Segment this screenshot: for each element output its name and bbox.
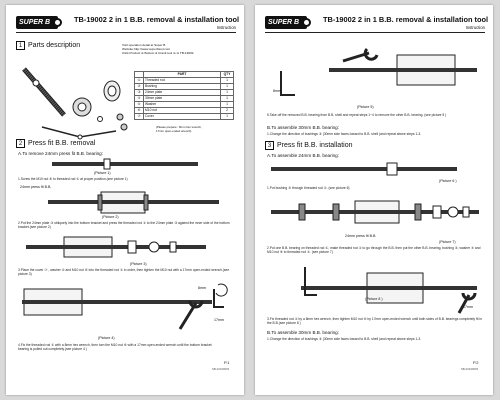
wrench-17mm-label: 17mm — [214, 318, 224, 322]
step-2-text: 2.Put the 24mm plate ③ obliquely into the bottom bracket and press the threaded rod ① to the 24mm plate ③ against the inner side of the bottom bracket.(see picture 2) — [18, 221, 230, 230]
removal-figure-5 — [269, 41, 479, 105]
page-title: TB-19002 2 in 1 B.B. removal & installation tool — [74, 15, 240, 24]
doc-code: SB-20190603 — [212, 367, 230, 371]
instruction-page-1 — [6, 5, 244, 395]
section-press-fit-installation: 3 Press fit B.B. installation — [265, 141, 352, 150]
wrench-17mm-label: 17mm — [463, 305, 473, 309]
step-4-text: 4.Fix the threaded rod ① with a 8mm hex wrench, then turn the M10 nut ⑥ with a 17mm open-ended wrench until the bottom bracket bearing is pulled out completely.(see picture 4 ) — [18, 343, 212, 352]
picture-8-caption: (Picture 8 ) — [365, 297, 383, 301]
step-3-text: 3.Fix threaded rod ① by a 8mm hex wrench, then tighten M10 nut ⑥ by 17mm open-ended wrench until both sides of B.B. bearings completely fit in the B.B.(see picture 8 ) — [267, 317, 483, 326]
page-number: P.2 — [473, 360, 479, 365]
bushing-figure-6 — [269, 161, 459, 177]
tools-note: (Please prepare : 8mm hex wrench, 17mm open-ended wrench) — [156, 125, 202, 133]
page-header — [265, 15, 489, 35]
picture-6-caption: (Picture 6 ) — [439, 179, 457, 183]
visit-info: Visit operation detail at Super B Website:http://www.superbtool.com Click Product ➡ Bottom & Crank tool ➡ ➡ TB-19002 — [122, 43, 194, 56]
instruction-page-2 — [255, 5, 493, 395]
picture-4-caption: (Picture 4) — [98, 336, 115, 340]
bb-shell-figure-2 — [46, 190, 221, 215]
table-row: ② Bushing 1 — [135, 84, 234, 90]
assembly-figure-3 — [24, 233, 234, 261]
step-1-text: 1.Screw the M10 nut ⑥ to threaded rod ① at proper position.(see picture 1) — [18, 177, 128, 181]
step-3-text: 3.Place the cover ⑦ , washer ⑤ and M10 nut ⑥ into the threaded rod ① in order, then tighten the M10 nut with a 17mm open-ended wrench.(see picture 3) — [18, 268, 230, 277]
picture-3-caption: (Picture 3) — [130, 262, 147, 266]
table-row: ⑤ Washer 1 — [135, 102, 234, 108]
step-a-heading: A.To remove 24mm press fit B.B. bearing: — [18, 151, 104, 156]
wrench-8mm-label: 8mm — [273, 89, 281, 93]
table-row: ④ 30mm plate 1 — [135, 96, 234, 102]
table-row: ⑥ M10 nut 2 — [135, 108, 234, 114]
step-1-text: 1.Put bushing ② through threaded rod ①. (see picture 6) — [267, 186, 350, 190]
page-number: P.1 — [224, 360, 230, 365]
step-b-heading-2: B.To assemble 30mm B.B. bearing: — [267, 330, 340, 335]
section-press-fit-removal: 2 Press fit B.B. removal — [16, 139, 95, 148]
doc-code: SB-20190603 — [461, 367, 479, 371]
picture-7-caption: (Picture 7) — [439, 240, 456, 244]
wrench-8mm-label: 8mm — [198, 286, 206, 290]
step-b-text: 1.Change the direction of bushings ② (30mm side faces toward to B.B. shell )and repeat above steps 1-3. — [267, 132, 422, 136]
parts-illustration — [20, 55, 132, 145]
table-row: ⑦ Cover 1 — [135, 114, 234, 120]
picture-1-caption: (Picture 1) — [94, 171, 111, 175]
picture-2-caption: (Picture 2) — [102, 215, 119, 219]
header-rule — [265, 32, 485, 33]
page-subtitle: Instruction — [465, 25, 485, 30]
tighten-figure-8 — [301, 259, 481, 317]
step-b-heading: B.To assemble 30mm B.B. bearing: — [267, 125, 340, 130]
brand-logo: SUPER B — [265, 16, 307, 29]
table-row: ① Threaded rod 1 — [135, 78, 234, 84]
step-2-text: 2.Put one B.B. bearing on threaded rod ①, make threaded rod ① to go through the B.B. then put the other B.B. bearing, bushing ②, washer ⑤ and M10 nut ⑥ to threaded rod ①. (see picture 7) — [267, 246, 481, 255]
section-parts-description: 1 Parts description — [16, 41, 80, 50]
install-figure-7 — [269, 197, 481, 227]
bb-label: 24mm press fit B.B. — [345, 234, 377, 238]
table-row: ③ 24mm plate 1 — [135, 90, 234, 96]
picture-5-caption: (Picture 5) — [357, 105, 374, 109]
page-header — [16, 15, 240, 35]
parts-table: PART QTY ① Threaded rod 1 ② Bushing 1 ③ 24mm plate 1 ④ 30mm plate 1 ⑤ Washer 1 ⑥ M10 nut 2 ⑦ Cover 1 — [134, 71, 234, 120]
header-rule — [16, 32, 236, 33]
step-a-heading: A.To assemble 24mm B.B. bearing: — [267, 153, 340, 158]
threaded-rod-figure — [50, 158, 200, 170]
page-subtitle: Instruction — [216, 25, 236, 30]
step-b-text-2: 1.Change the direction of bushings ② (30mm side faces toward to B.B. shell )and repeat above steps 1-3. — [267, 337, 422, 341]
bb-label: 24mm press fit B.B. — [20, 185, 52, 189]
page-title: TB-19002 2 in 1 B.B. removal & installation tool — [323, 15, 489, 24]
brand-logo: SUPER B — [16, 16, 58, 29]
step-5-text: 5.Take off the removed B.B. bearing from B.B. shell and repeat steps 1~4 to remove the other B.B. bearing. (see picture 5 ) — [267, 113, 447, 117]
